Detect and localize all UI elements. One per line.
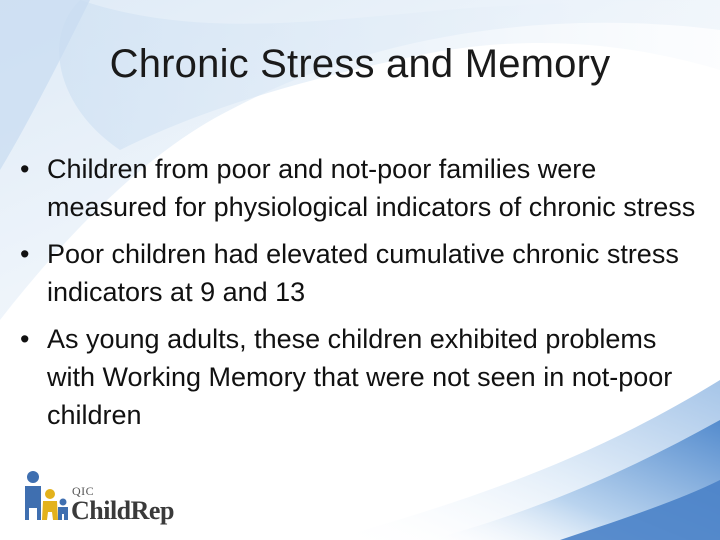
- bullet-text: Children from poor and not-poor families were measured for physiological indicators of chronic stress: [47, 154, 696, 222]
- family-figures-icon: [20, 468, 70, 530]
- bullet-marker: •: [20, 239, 30, 269]
- logo-prefix: QIC: [72, 484, 95, 498]
- bullet-text: Poor children had elevated cumulative chronic stress indicators at 9 and 13: [47, 239, 679, 307]
- bullet-item: [20, 150, 710, 226]
- bullet-text: As young adults, these children exhibited problems with Working Memory that were not seen in not-poor children: [47, 324, 673, 430]
- qic-childrep-logo: [20, 468, 180, 530]
- bullet-list: [20, 150, 710, 443]
- bullet-item: [20, 320, 710, 434]
- logo-name: ChildRep: [71, 496, 174, 525]
- bullet-item: [20, 235, 710, 311]
- slide-title: Chronic Stress and Memory: [109, 42, 611, 86]
- bullet-marker: •: [20, 154, 30, 184]
- bullet-marker: •: [20, 324, 30, 354]
